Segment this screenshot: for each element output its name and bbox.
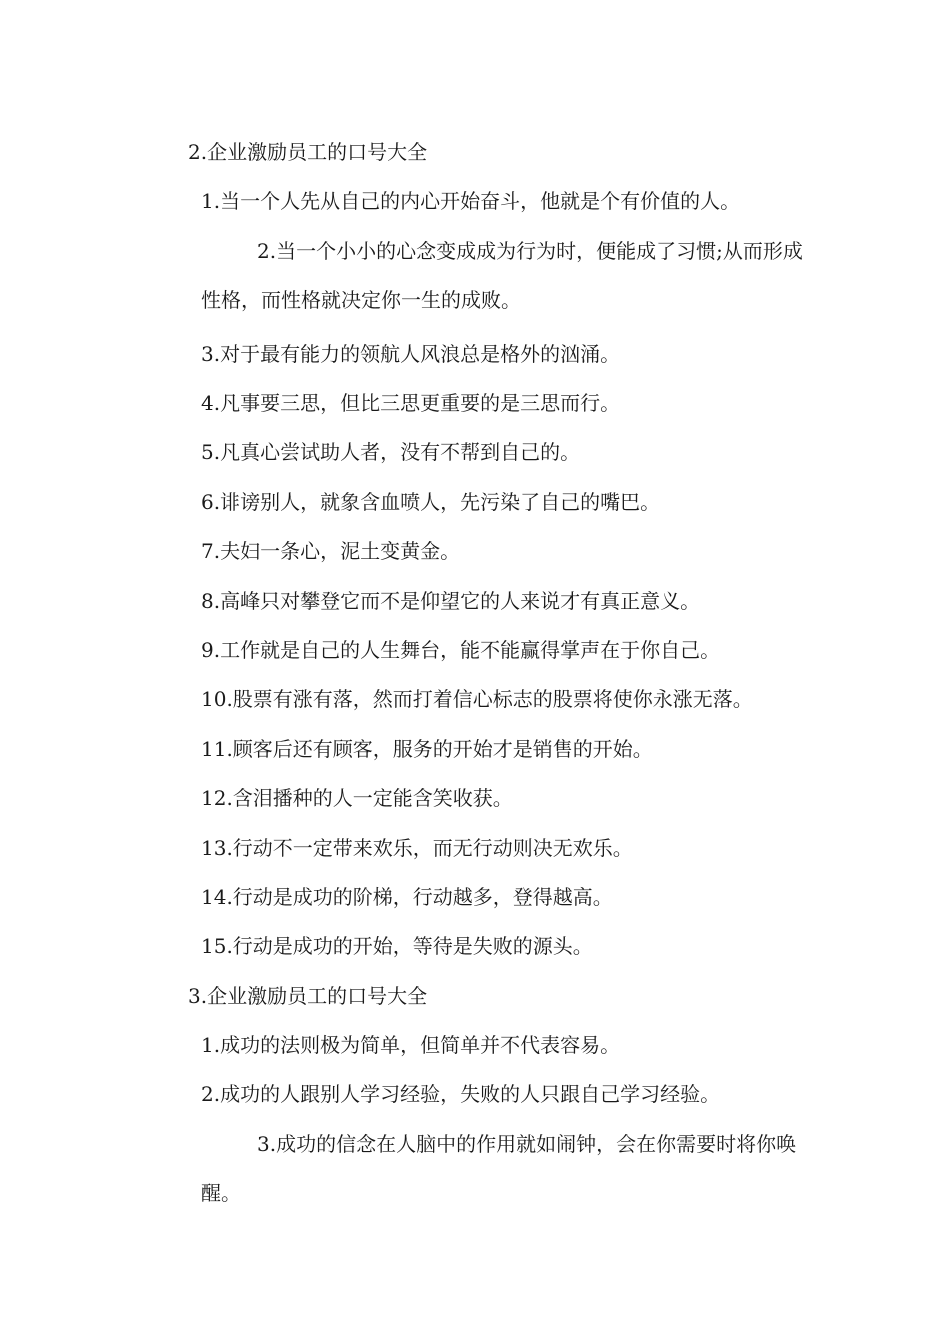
list-item: 1.成功的法则极为简单，但简单并不代表容易。 — [201, 1033, 621, 1058]
list-item: 11.顾客后还有顾客，服务的开始才是销售的开始。 — [201, 736, 653, 761]
list-item: 4.凡事要三思，但比三思更重要的是三思而行。 — [201, 390, 621, 415]
list-item: 10.股票有涨有落，然而打着信心标志的股票将使你永涨无落。 — [201, 687, 753, 712]
list-item: 8.高峰只对攀登它而不是仰望它的人来说才有真正意义。 — [201, 588, 701, 613]
document-body — [145, 132, 810, 1227]
list-item: 15.行动是成功的开始，等待是失败的源头。 — [201, 934, 593, 959]
list-item: 9.工作就是自己的人生舞台，能不能赢得掌声在于你自己。 — [201, 637, 721, 662]
list-item: 14.行动是成功的阶梯，行动越多，登得越高。 — [201, 884, 613, 909]
list-item: 7.夫妇一条心，泥土变黄金。 — [201, 539, 461, 564]
section-heading: 3.企业激励员工的口号大全 — [188, 983, 428, 1008]
list-item: 6.诽谤别人，就象含血喷人，先污染了自己的嘴巴。 — [201, 489, 661, 514]
list-item: 1.当一个人先从自己的内心开始奋斗，他就是个有价值的人。 — [201, 189, 741, 214]
section-heading: 2.企业激励员工的口号大全 — [188, 140, 428, 164]
list-item: 3.对于最有能力的领航人风浪总是格外的汹涌。 — [201, 341, 621, 366]
list-item: 13.行动不一定带来欢乐，而无行动则决无欢乐。 — [201, 835, 633, 860]
list-item: 2.成功的人跟别人学习经验，失败的人只跟自己学习经验。 — [201, 1082, 721, 1107]
list-item: 3.成功的信念在人脑中的作用就如闹钟，会在你需要时将你唤醒。 — [201, 1131, 797, 1206]
list-item: 5.凡真心尝试助人者，没有不帮到自己的。 — [201, 440, 581, 465]
list-item: 12.含泪播种的人一定能含笑收获。 — [201, 786, 513, 811]
list-item: 2.当一个小小的心念变成成为行为时，便能成了习惯;从而形成性格，而性格就决定你一生的成败。 — [201, 238, 803, 313]
